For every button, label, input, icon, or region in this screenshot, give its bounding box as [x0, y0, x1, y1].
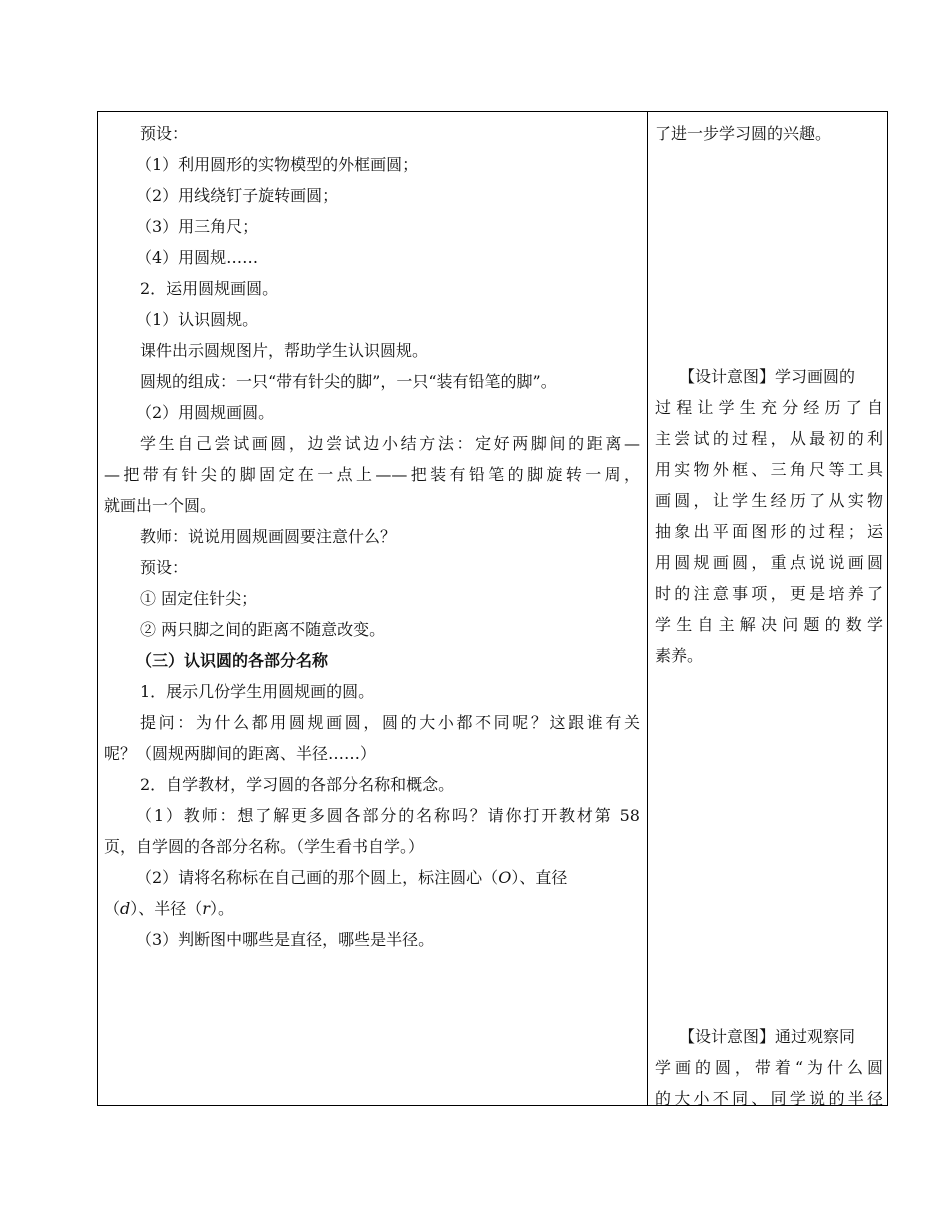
paragraph: 呢？（圆规两脚间的距离、半径……）: [104, 744, 377, 763]
text-run: （2）请将名称标在自己画的那个圆上，标注圆心（: [136, 868, 499, 887]
paragraph: （1）教师：想了解更多圆各部分的名称吗？请你打开教材第 58: [136, 806, 640, 825]
paragraph: —把带有针尖的脚固定在一点上——把装有铅笔的脚旋转一周，: [104, 465, 640, 484]
paragraph: 圆规的组成：一只“带有针尖的脚”，一只“装有铅笔的脚”。: [140, 372, 557, 391]
variable-d: d: [120, 899, 131, 918]
teaching-process-column: [104, 118, 640, 955]
variable-o: O: [498, 868, 512, 887]
paragraph: 【设计意图】通过观察同: [679, 1027, 856, 1046]
design-intent-block: [655, 1021, 883, 1114]
paragraph: 预设：: [140, 558, 189, 577]
variable-r: r: [202, 899, 210, 918]
column-divider: [647, 112, 648, 1105]
paragraph: 【设计意图】学习画圆的: [679, 367, 856, 386]
text-run: ）、直径: [511, 868, 568, 887]
paragraph: （1）认识圆规。: [136, 310, 259, 329]
paragraph: 用圆规画圆，重点说说画圆: [655, 553, 883, 572]
paragraph: 用实物外框、三角尺等工具: [655, 460, 883, 479]
text-run: ）。: [209, 899, 234, 918]
paragraph: 了进一步学习圆的兴趣。: [655, 124, 832, 143]
paragraph: 预设：: [140, 124, 189, 143]
paragraph: 的大小不同、同学说的半径: [655, 1089, 883, 1108]
paragraph: ① 固定住针尖；: [140, 589, 258, 608]
paragraph: （3）用三角尺；: [136, 217, 259, 236]
paragraph: （2）用圆规画圆。: [136, 403, 275, 422]
paragraph: （4）用圆规……: [136, 248, 259, 267]
paragraph: 教师：说说用圆规画圆要注意什么？: [140, 527, 397, 546]
section-heading: （三）认识圆的各部分名称: [136, 651, 329, 670]
paragraph: [104, 862, 640, 893]
paragraph: 2．自学教材，学习圆的各部分名称和概念。: [140, 775, 455, 794]
paragraph: （1）利用圆形的实物模型的外框画圆；: [136, 155, 419, 174]
paragraph: 时的注意事项，更是培养了: [655, 584, 883, 603]
paragraph: 提问：为什么都用圆规画圆，圆的大小都不同呢？这跟谁有关: [140, 713, 640, 732]
lesson-plan-table: [97, 111, 888, 1106]
text-run: （: [104, 899, 121, 918]
paragraph: 2．运用圆规画圆。: [140, 279, 279, 298]
paragraph: （3）判断图中哪些是直径，哪些是半径。: [136, 930, 435, 949]
paragraph: 过程让学生充分经历了自: [655, 398, 883, 417]
paragraph: 画圆，让学生经历了从实物: [655, 491, 883, 510]
paragraph: 课件出示圆规图片，帮助学生认识圆规。: [140, 341, 429, 360]
design-intent-block: [655, 361, 883, 671]
paragraph: 学画的圆，带着“为什么圆: [655, 1058, 883, 1077]
paragraph: 素养。: [655, 646, 704, 665]
paragraph: 1．展示几份学生用圆规画的圆。: [140, 682, 375, 701]
text-run: ）、半径（: [130, 899, 203, 918]
paragraph: 就画出一个圆。: [104, 496, 217, 515]
paragraph: [104, 893, 640, 924]
paragraph: （2）用线绕钉子旋转画圆；: [136, 186, 339, 205]
paragraph: 抽象出平面图形的过程；运: [655, 522, 883, 541]
paragraph: ② 两只脚之间的距离不随意改变。: [140, 620, 386, 639]
paragraph: 主尝试的过程，从最初的利: [655, 429, 883, 448]
paragraph: 学生自主解决问题的数学: [655, 615, 883, 634]
paragraph: 学生自己尝试画圆，边尝试边小结方法：定好两脚间的距离—: [140, 434, 640, 453]
paragraph: 页，自学圆的各部分名称。（学生看书自学。）: [104, 837, 425, 856]
